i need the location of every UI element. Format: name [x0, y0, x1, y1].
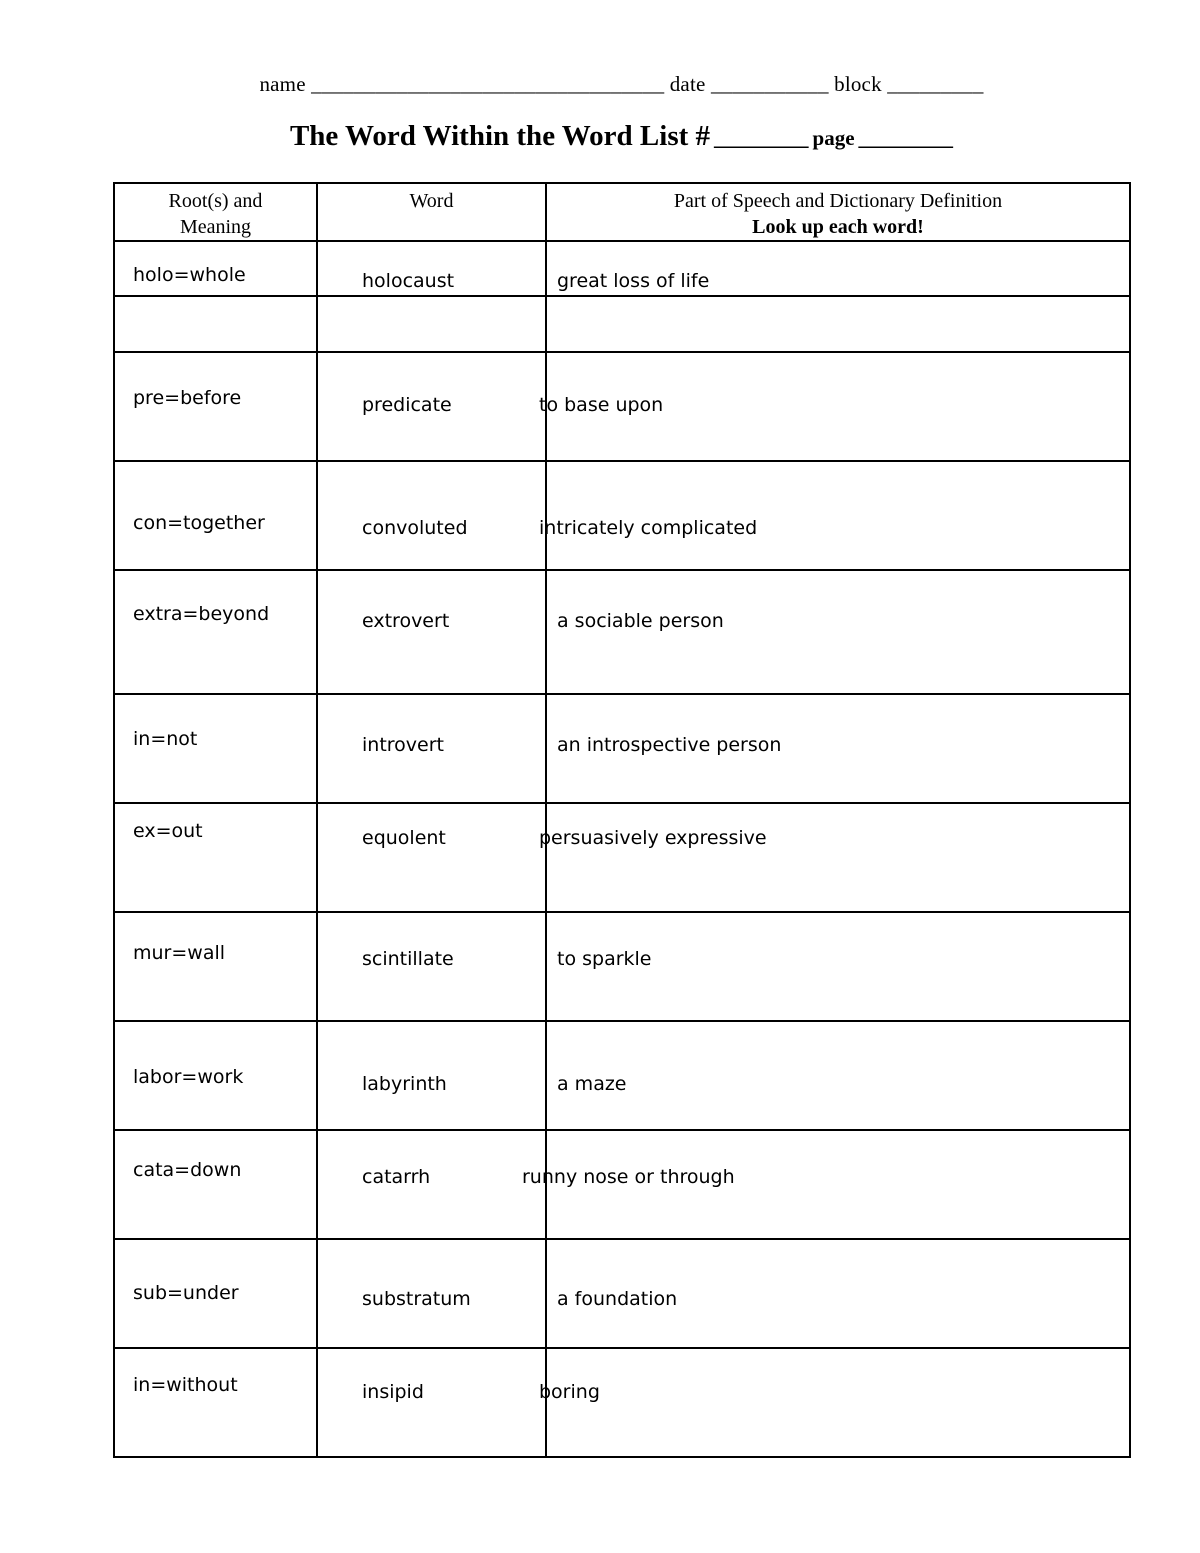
definition-cell[interactable]: a maze [557, 1073, 627, 1095]
definition-cell[interactable] [547, 297, 1129, 319]
word-cell[interactable]: predicate [362, 394, 452, 416]
definition-cell[interactable]: an introspective person [557, 734, 782, 756]
definition-cell[interactable]: boring [539, 1381, 600, 1403]
definition-header-line1: Part of Speech and Dictionary Definition [673, 190, 1003, 212]
table-row [114, 1130, 1130, 1239]
definition-cell[interactable]: intricately complicated [539, 517, 758, 539]
word-cell[interactable] [318, 297, 545, 319]
root-cell[interactable]: con=together [133, 512, 265, 534]
root-header-line2: Meaning [179, 216, 252, 238]
date-blank[interactable]: ___________ [710, 72, 829, 96]
word-cell[interactable]: holocaust [362, 270, 455, 292]
table-row [114, 570, 1130, 694]
root-cell[interactable]: pre=before [133, 387, 242, 409]
table-row [114, 803, 1130, 912]
word-cell[interactable]: convoluted [362, 517, 468, 539]
table-row [114, 694, 1130, 803]
page-label: page [812, 126, 855, 150]
word-column-header [317, 183, 546, 241]
page-title [0, 120, 1200, 153]
definition-cell[interactable]: a sociable person [557, 610, 724, 632]
root-cell[interactable]: mur=wall [133, 942, 226, 964]
definition-cell[interactable]: to base upon [539, 394, 664, 416]
word-cell[interactable]: catarrh [362, 1166, 431, 1188]
vocabulary-table [113, 182, 1131, 1458]
name-blank[interactable]: _________________________________ [311, 72, 665, 96]
table-row [114, 912, 1130, 1021]
root-cell[interactable]: in=not [133, 728, 198, 750]
table-header-row [114, 183, 1130, 241]
title-main: The Word Within the Word List # [289, 120, 711, 152]
root-cell[interactable]: holo=whole [133, 264, 246, 286]
word-cell[interactable]: scintillate [362, 948, 454, 970]
definition-column-header [546, 183, 1130, 241]
word-cell[interactable]: introvert [362, 734, 444, 756]
student-info-line [0, 72, 1200, 97]
name-label: name [259, 72, 306, 96]
word-header-label: Word [409, 190, 454, 212]
root-cell[interactable]: ex=out [133, 820, 203, 842]
definition-cell[interactable]: persuasively expressive [539, 827, 767, 849]
page-number-blank[interactable]: _________ [858, 126, 954, 150]
word-cell[interactable]: equolent [362, 827, 446, 849]
definition-cell[interactable]: runny nose or through [522, 1166, 735, 1188]
root-cell[interactable]: sub=under [133, 1282, 239, 1304]
definition-cell[interactable]: great loss of life [557, 270, 710, 292]
root-cell[interactable]: cata=down [133, 1159, 242, 1181]
root-cell[interactable]: labor=work [133, 1066, 244, 1088]
definition-header-instruction: Look up each word! [752, 216, 924, 238]
table-row [114, 352, 1130, 461]
root-cell[interactable]: extra=beyond [133, 603, 270, 625]
root-column-header [114, 183, 317, 241]
date-label: date [669, 72, 706, 96]
word-cell[interactable]: substratum [362, 1288, 471, 1310]
table-row [114, 296, 1130, 352]
root-header-line1: Root(s) and [168, 190, 263, 212]
definition-cell[interactable]: to sparkle [557, 948, 652, 970]
block-blank[interactable]: _________ [887, 72, 984, 96]
table-row [114, 461, 1130, 570]
list-number-blank[interactable]: _________ [714, 126, 809, 150]
definition-cell[interactable]: a foundation [557, 1288, 678, 1310]
word-cell[interactable]: extrovert [362, 610, 450, 632]
table-row [114, 1348, 1130, 1457]
block-label: block [834, 72, 882, 96]
table-row [114, 1239, 1130, 1348]
root-cell[interactable]: in=without [133, 1374, 238, 1396]
root-cell[interactable] [115, 297, 316, 319]
word-cell[interactable]: labyrinth [362, 1073, 447, 1095]
word-cell[interactable]: insipid [362, 1381, 424, 1403]
table-row [114, 241, 1130, 296]
table-row [114, 1021, 1130, 1130]
